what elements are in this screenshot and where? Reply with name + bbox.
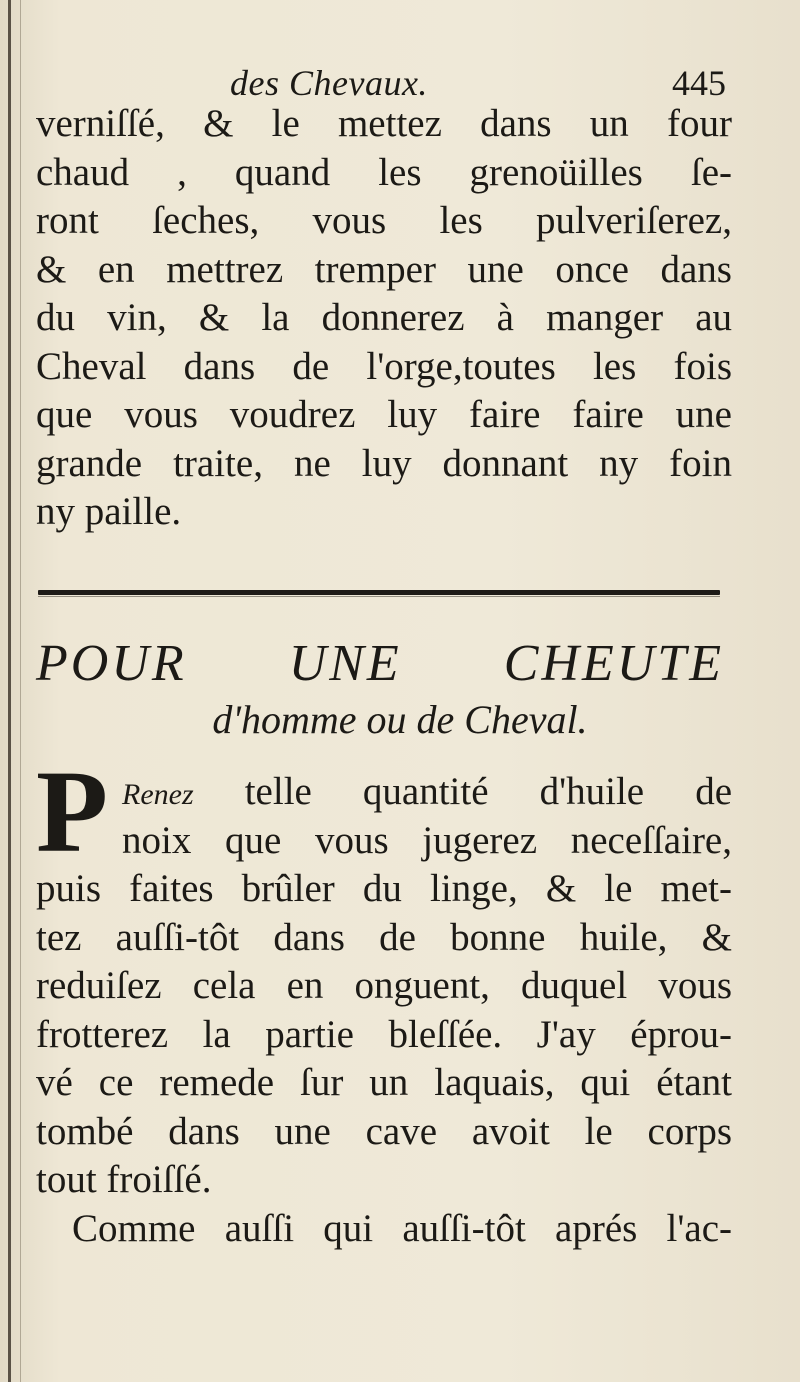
page-gutter-shadow xyxy=(20,0,21,1382)
text-line: Comme auſſi qui auſſi-tôt aprés l'ac- xyxy=(72,1206,732,1250)
section-paragraph xyxy=(36,768,732,1253)
first-word: Renez xyxy=(122,778,194,811)
text-line: ront ſeches, vous les pulveriſerez, xyxy=(36,199,732,242)
text-line: grande traite, ne luy donnant ny foin xyxy=(36,441,732,485)
page-gutter-edge xyxy=(8,0,11,1382)
text-line: Cheval dans de l'orge,toutes les fois xyxy=(36,344,732,388)
text-line: noix que vous jugerez neceſſaire, xyxy=(122,818,732,862)
text-line: frotterez la partie bleſſée. J'ay éprou- xyxy=(36,1012,732,1056)
text-line: puis faites brûler du linge, & le met- xyxy=(36,867,732,910)
text-line: que vous voudrez luy faire faire une xyxy=(36,393,732,436)
text-line: ny paille. xyxy=(36,490,182,533)
running-head-title: des Chevaux. xyxy=(230,63,428,103)
first-line-rest: telle quantité d'huile de xyxy=(244,770,733,813)
text-line: du vin, & la donnerez à manger au xyxy=(36,296,732,339)
text-line: tout froiſſé. xyxy=(36,1158,212,1201)
text-line: reduiſez cela en onguent, duquel vous xyxy=(36,964,732,1007)
text-line: verniſſé, & le mettez dans un four xyxy=(36,102,732,145)
text-line: chaud , quand les grenoüilles ſe- xyxy=(36,150,732,194)
section-subheading: d'homme ou de Cheval. xyxy=(212,697,588,742)
text-line: tez auſſi-tôt dans de bonne huile, & xyxy=(36,915,732,959)
text-line: & en mettrez tremper une once dans xyxy=(36,247,732,291)
page-number: 445 xyxy=(672,63,726,103)
text-line xyxy=(36,768,732,817)
section-heading: POUR UNE CHEUTE xyxy=(36,635,724,692)
section-divider-rule xyxy=(38,590,720,595)
text-line: vé ce remede ſur un laquais, qui étant xyxy=(36,1061,732,1104)
paragraph-continued xyxy=(36,100,732,537)
drop-cap: P xyxy=(36,746,109,877)
text-line: tombé dans une cave avoit le corps xyxy=(36,1109,732,1153)
section-divider-rule-thin xyxy=(38,596,720,597)
